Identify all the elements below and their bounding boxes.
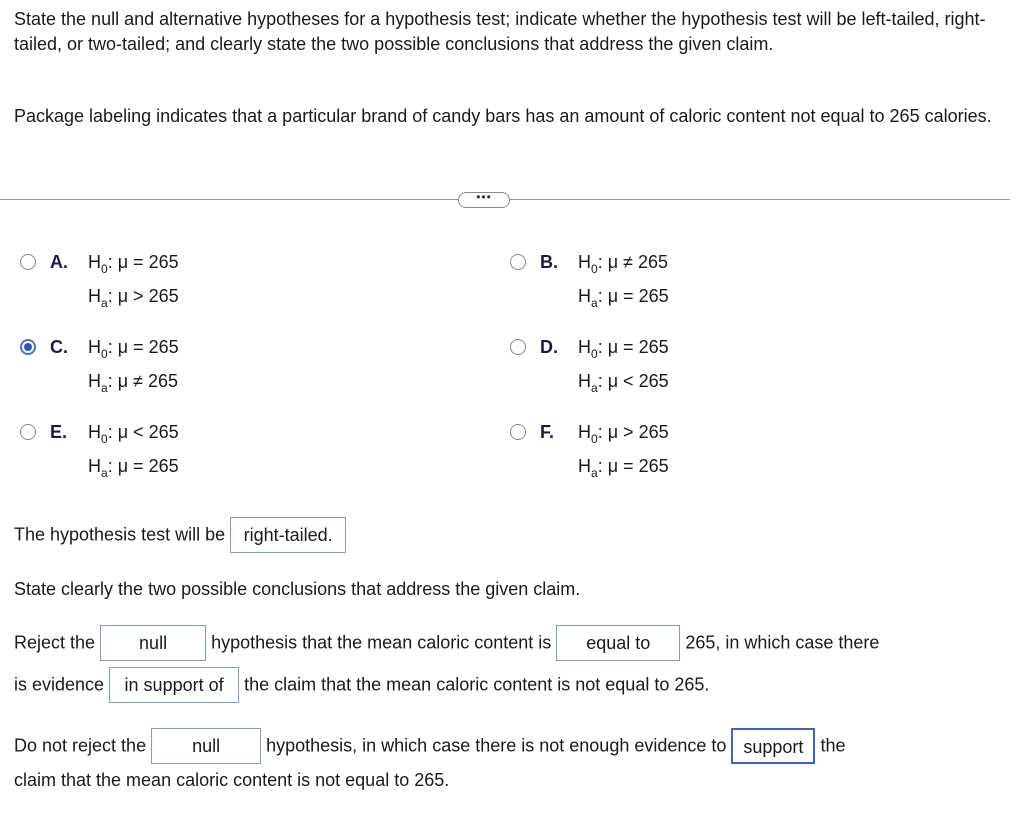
comparison-dropdown[interactable]: equal to <box>556 625 680 661</box>
null-hypothesis: $H_0$: μ < 265 <box>88 422 179 446</box>
expand-ellipsis-button[interactable]: ••• <box>458 192 510 208</box>
conclusion-1-text: 265, in which case there <box>685 632 880 653</box>
conclusion-2-text: hypothesis, in which case there is not enough evidence to <box>266 735 727 756</box>
problem-prompt: Package labeling indicates that a particular brand of candy bars has an amount of caloric content not equal to 265 calories. <box>14 106 992 126</box>
radio-button-f[interactable] <box>510 424 526 440</box>
tail-question <box>14 517 346 553</box>
alternative-hypothesis: $H_a$: μ = 265 <box>578 286 669 310</box>
radio-button-d[interactable] <box>510 339 526 355</box>
tail-prefix: The hypothesis test will be <box>14 524 226 545</box>
conclusion-1-line-2 <box>14 667 709 703</box>
conclusion-2-line-2: claim that the mean caloric content is not equal to 265. <box>14 770 450 790</box>
radio-button-c-selected[interactable] <box>20 339 36 355</box>
null-hypothesis: $H_0$: μ ≠ 265 <box>578 252 668 276</box>
radio-button-a[interactable] <box>20 254 36 270</box>
alternative-hypothesis: $H_a$: μ < 265 <box>578 371 669 395</box>
null-hypothesis: $H_0$: μ = 265 <box>578 337 669 361</box>
option-letter: B. <box>540 252 558 272</box>
instructions-text: State the null and alternative hypotheses for a hypothesis test; indicate whether the hypothesis test will be left-tailed, right-tailed, or two-tailed; and clearly state the two possible conclusions that address the given claim. <box>14 9 986 54</box>
null-hypothesis: $H_0$: μ = 265 <box>88 337 179 361</box>
conclusion-1-text: hypothesis that the mean caloric content is <box>211 632 552 653</box>
conclusions-heading: State clearly the two possible conclusions that address the given claim. <box>14 579 581 599</box>
option-letter: E. <box>50 422 68 442</box>
alternative-hypothesis: $H_a$: μ = 265 <box>88 456 179 480</box>
conclusion-2-line-1 <box>14 728 845 764</box>
radio-button-e[interactable] <box>20 424 36 440</box>
null-hypothesis: $H_0$: μ = 265 <box>88 252 179 276</box>
evidence-dropdown[interactable]: in support of <box>109 667 239 703</box>
option-letter: F. <box>540 422 555 442</box>
option-letter: D. <box>540 337 558 357</box>
null-hypothesis: $H_0$: μ > 265 <box>578 422 669 446</box>
alternative-hypothesis: $H_a$: μ = 265 <box>578 456 669 480</box>
support-dropdown[interactable]: support <box>731 728 815 764</box>
conclusion-2-text: the <box>820 735 846 756</box>
conclusion-2-text: Do not reject the <box>14 735 147 756</box>
conclusion-1-text: the claim that the mean caloric content is not equal to 265. <box>244 674 710 695</box>
conclusion-1-line-1 <box>14 625 879 661</box>
do-not-reject-hypothesis-type-dropdown[interactable]: null <box>151 728 261 764</box>
option-letter: C. <box>50 337 68 357</box>
alternative-hypothesis: $H_a$: μ > 265 <box>88 286 179 310</box>
reject-hypothesis-type-dropdown[interactable]: null <box>100 625 206 661</box>
alternative-hypothesis: $H_a$: μ ≠ 265 <box>88 371 178 395</box>
conclusion-1-text: Reject the <box>14 632 96 653</box>
radio-button-b[interactable] <box>510 254 526 270</box>
conclusion-1-text: is evidence <box>14 674 105 695</box>
option-letter: A. <box>50 252 68 272</box>
tail-dropdown[interactable]: right-tailed. <box>230 517 346 553</box>
